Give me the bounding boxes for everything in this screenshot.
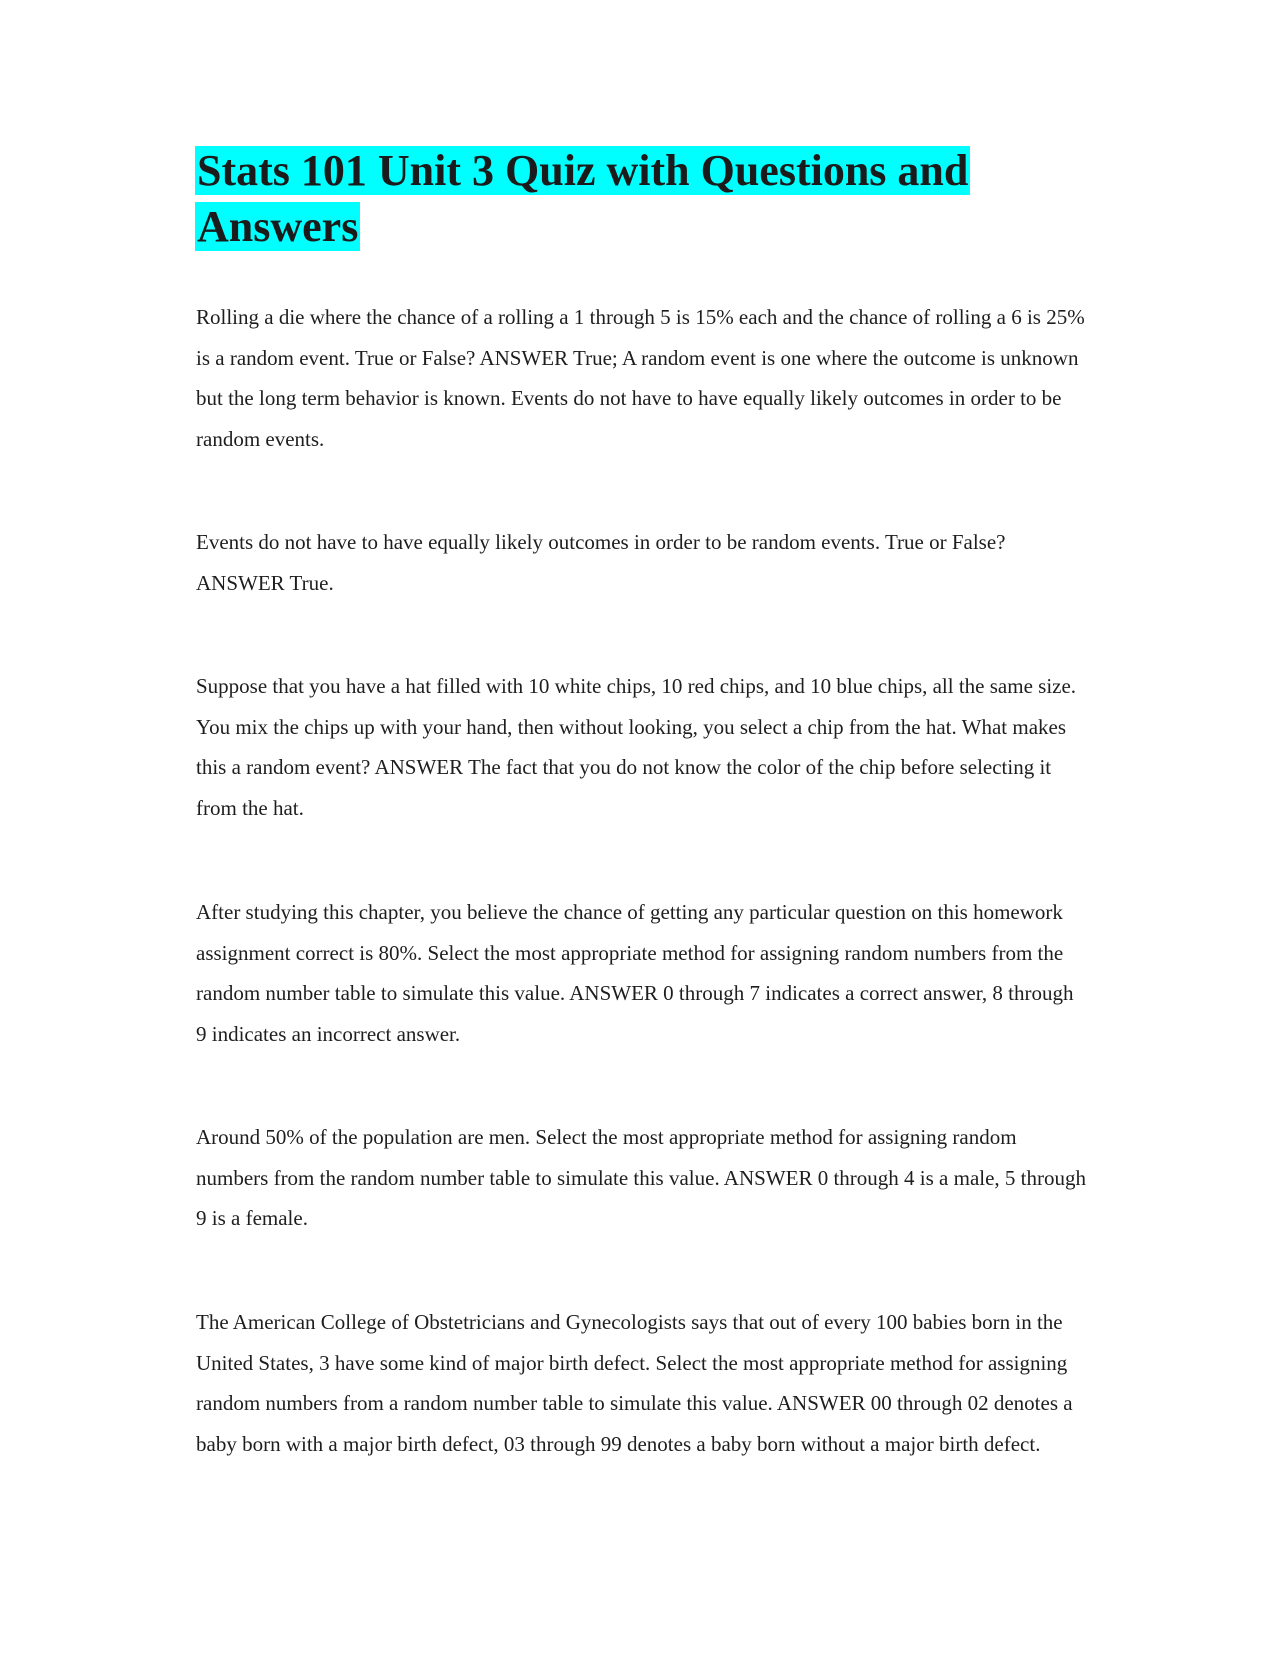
- page-title: [195, 143, 1095, 255]
- question-answer-5: Around 50% of the population are men. Select the most appropriate method for assigning random numbers from the random number table to simulate this value. ANSWER 0 through 4 is a male, 5 through 9 is a female.: [196, 1125, 1087, 1230]
- question-answer-2: Events do not have to have equally likely outcomes in order to be random events. True or False? ANSWER True.: [196, 530, 1006, 595]
- title-block: [195, 143, 1095, 255]
- question-answer-6: The American College of Obstetricians and Gynecologists says that out of every 100 babies born in the United States, 3 have some kind of major birth defect. Select the most appropriate method for assigning random numbers from a random number table to simulate this value. ANSWER 00 through 02 denotes a baby born with a major birth defect, 03 through 99 denotes a baby born without a major birth defect.: [196, 1310, 1073, 1456]
- title-highlight: Stats 101 Unit 3 Quiz with Questions and Answers: [197, 146, 969, 251]
- question-answer-1: Rolling a die where the chance of a rolling a 1 through 5 is 15% each and the chance of rolling a 6 is 25% is a random event. True or False? ANSWER True; A random event is one where the outcome is unknown but the long term behavior is known. Events do not have to have equally likely outcomes in order to be random events.: [196, 305, 1085, 451]
- question-answer-3: Suppose that you have a hat filled with 10 white chips, 10 red chips, and 10 blue chips, all the same size. You mix the chips up with your hand, then without looking, you select a chip from the hat. What makes this a random event? ANSWER The fact that you do not know the color of the chip before selecting it from the hat.: [196, 674, 1077, 820]
- question-answer-4: After studying this chapter, you believe the chance of getting any particular question on this homework assignment correct is 80%. Select the most appropriate method for assigning random numbers from the random number table to simulate this value. ANSWER 0 through 7 indicates a correct answer, 8 through 9 indicates an incorrect answer.: [196, 900, 1074, 1046]
